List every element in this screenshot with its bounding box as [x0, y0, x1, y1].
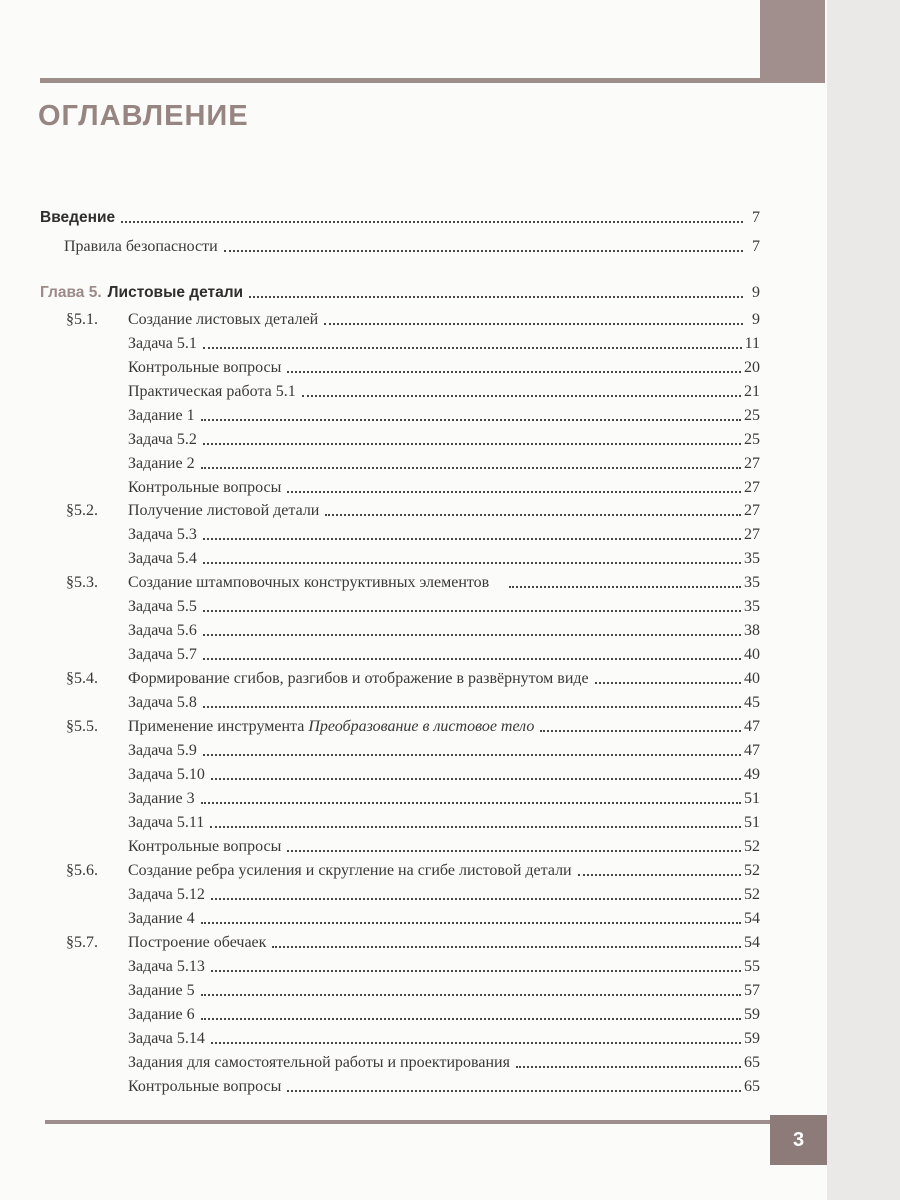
toc-entry-page: 47 [744, 742, 760, 759]
toc-entry-label: Задание 2 [128, 455, 195, 472]
toc-entry-page: 40 [744, 646, 760, 663]
toc-entry-label: Формирование сгибов, разгибов и отображение в развёрнутом виде [128, 670, 589, 687]
toc-entry-subitem[interactable] [128, 355, 760, 377]
leader-dots [211, 896, 741, 900]
toc-entry-page: 52 [744, 862, 760, 879]
toc-entry-label: Задача 5.9 [128, 742, 197, 759]
leader-dots [287, 848, 741, 852]
toc-entry-subitem[interactable] [128, 475, 760, 497]
section-number: §5.5. [66, 718, 98, 735]
toc-entry-label-italic: Преобразование в листовое тело [308, 718, 535, 735]
toc-entry-subitem[interactable] [128, 403, 760, 425]
toc-entry-label: Задание 3 [128, 790, 195, 807]
leader-dots [287, 1088, 741, 1092]
chapter-prefix: Глава 5. [40, 284, 102, 301]
toc-entry-subitem[interactable] [128, 738, 760, 760]
leader-dots [201, 800, 741, 804]
toc-entry-label: Задача 5.4 [128, 550, 197, 567]
toc-entry-label: Задания для самостоятельной работы и проектирования [128, 1054, 510, 1071]
toc-entry-page: 65 [744, 1054, 760, 1071]
toc-entry-subitem[interactable] [128, 1074, 760, 1096]
toc-entry-page: 52 [744, 838, 760, 855]
toc-entry-page: 7 [752, 209, 760, 226]
toc-entry-label: Задача 5.10 [128, 766, 205, 783]
footer-rule [45, 1120, 770, 1124]
toc-entry-subitem[interactable] [128, 427, 760, 449]
toc-entry-page: 47 [744, 718, 760, 735]
toc-entry-label: Задача 5.11 [128, 814, 205, 831]
leader-dots [201, 920, 741, 924]
leader-dots [249, 294, 743, 298]
toc-entry-label: Задача 5.5 [128, 598, 197, 615]
leader-dots [203, 704, 741, 708]
toc-entry-page: 7 [752, 238, 760, 255]
leader-dots [203, 608, 741, 612]
toc-entry-subitem[interactable] [128, 954, 760, 976]
toc-entry-page: 55 [744, 958, 760, 975]
toc-entry-label: Контрольные вопросы [128, 838, 282, 855]
toc-entry-subitem[interactable] [128, 546, 760, 568]
toc-entry-page: 21 [744, 383, 760, 400]
toc-entry-page: 49 [744, 766, 760, 783]
leader-dots [540, 728, 741, 732]
leader-dots [509, 584, 741, 588]
leader-dots [210, 824, 741, 828]
section-number: §5.4. [66, 670, 98, 687]
toc-entry-label: Задание 1 [128, 407, 195, 424]
toc-entry-introduction[interactable] [40, 205, 760, 227]
toc-entry-subitem[interactable] [128, 331, 760, 353]
toc-entry-label: Задача 5.3 [128, 526, 197, 543]
section-number: §5.6. [66, 862, 98, 879]
toc-entry-section[interactable] [66, 858, 760, 880]
toc-entry-label: Задача 5.7 [128, 646, 197, 663]
leader-dots [203, 560, 741, 564]
toc-entry-page: 35 [744, 598, 760, 615]
section-number: §5.1. [66, 311, 98, 328]
toc-entry-section[interactable] [66, 570, 760, 592]
leader-dots [325, 512, 741, 516]
toc-entry-label: Задача 5.6 [128, 622, 197, 639]
toc-entry-subitem[interactable] [128, 1002, 760, 1024]
page-number: 3 [770, 1115, 827, 1165]
toc-entry-section[interactable] [66, 666, 760, 688]
toc-entry-subitem[interactable] [128, 522, 760, 544]
toc-entry-page: 38 [744, 622, 760, 639]
leader-dots [272, 944, 741, 948]
leader-dots [201, 417, 741, 421]
toc-entry-subitem[interactable] [128, 594, 760, 616]
toc-entry-label: Создание штамповочных конструктивных элементов [128, 574, 490, 591]
section-number: §5.3. [66, 574, 98, 591]
leader-dots [578, 872, 741, 876]
toc-entry-subitem[interactable] [128, 451, 760, 473]
toc-entry-page: 40 [744, 670, 760, 687]
toc-entry-subitem[interactable] [128, 1050, 760, 1072]
toc-entry-section[interactable] [66, 307, 760, 329]
toc-entry-subitem[interactable] [128, 379, 760, 401]
toc-entry-label: Контрольные вопросы [128, 359, 282, 376]
leader-dots [224, 248, 743, 252]
toc-entry-page: 54 [744, 910, 760, 927]
leader-dots [201, 992, 741, 996]
leader-dots [121, 219, 743, 223]
section-number: §5.2. [66, 502, 98, 519]
toc-entry-page: 52 [744, 886, 760, 903]
toc-entry-label: Создание ребра усиления и скругление на сгибе листовой детали [128, 862, 572, 879]
leader-dots [203, 656, 741, 660]
toc-entry-subitem[interactable] [128, 1026, 760, 1048]
toc-entry-subitem[interactable] [128, 978, 760, 1000]
toc-entry-page: 59 [744, 1006, 760, 1023]
leader-dots [201, 1016, 741, 1020]
toc-entry-section[interactable] [66, 498, 760, 520]
toc-entry-label: Правила безопасности [64, 238, 218, 255]
toc-entry-page: 20 [744, 359, 760, 376]
toc-entry-label: Задание 5 [128, 982, 195, 999]
leader-dots [287, 369, 741, 373]
toc-entry-label: Задание 4 [128, 910, 195, 927]
toc-entry-subitem[interactable] [128, 834, 760, 856]
toc-entry-page: 27 [744, 455, 760, 472]
toc-entry-label: Листовые детали [107, 284, 244, 301]
leader-dots [302, 393, 741, 397]
toc-entry-label: Задача 5.8 [128, 694, 197, 711]
leader-dots [211, 776, 741, 780]
toc-entry-section[interactable] [66, 930, 760, 952]
toc-entry-page: 51 [744, 814, 760, 831]
toc-entry-label: Создание листовых деталей [128, 311, 319, 328]
leader-dots [203, 752, 741, 756]
toc-entry-page: 25 [744, 431, 760, 448]
leader-dots [203, 536, 741, 540]
toc-entry-label: Применение инструмента [128, 718, 305, 735]
toc-entry-label: Введение [40, 209, 116, 226]
toc-entry-label: Контрольные вопросы [128, 479, 282, 496]
toc-entry-page: 57 [744, 982, 760, 999]
leader-dots [324, 321, 743, 325]
toc-entry-page: 9 [752, 311, 760, 328]
toc-entry-page: 27 [744, 502, 760, 519]
toc-entry-page: 59 [744, 1030, 760, 1047]
toc-entry-label: Задача 5.13 [128, 958, 205, 975]
toc-entry-chapter-5[interactable] [40, 280, 760, 302]
toc-entry-page: 9 [752, 284, 760, 301]
toc-entry-page: 11 [744, 335, 760, 352]
toc-entry-label: Задача 5.14 [128, 1030, 205, 1047]
toc-entry-subitem[interactable] [128, 786, 760, 808]
toc-entry-label: Практическая работа 5.1 [128, 383, 296, 400]
toc-entry-subitem[interactable] [128, 906, 760, 928]
toc-entry-page: 45 [744, 694, 760, 711]
toc-entry-page: 35 [744, 574, 760, 591]
toc-entry-page: 54 [744, 934, 760, 951]
leader-dots [516, 1064, 741, 1068]
toc-entry-page: 27 [744, 479, 760, 496]
toc-entry-label: Задание 6 [128, 1006, 195, 1023]
toc-entry-page: 35 [744, 550, 760, 567]
toc-entry-label: Получение листовой детали [128, 502, 320, 519]
toc-entry-label: Контрольные вопросы [128, 1078, 282, 1095]
leader-dots [201, 465, 741, 469]
toc-entry-subitem[interactable] [128, 810, 760, 832]
toc-entry-label: Задача 5.2 [128, 431, 197, 448]
toc-entry-subitem[interactable] [128, 618, 760, 640]
leader-dots [203, 632, 741, 636]
toc-entry-label: Задача 5.1 [128, 335, 197, 352]
toc-entry-page: 27 [744, 526, 760, 543]
leader-dots [595, 680, 741, 684]
toc-entry-subitem[interactable] [128, 642, 760, 664]
toc-entry-subitem[interactable] [128, 690, 760, 712]
page-title: ОГЛАВЛЕНИЕ [38, 100, 249, 132]
leader-dots [211, 968, 741, 972]
toc-entry-label: Построение обечаек [128, 934, 267, 951]
toc-entry-subitem[interactable] [128, 882, 760, 904]
toc-entry-safety-rules[interactable] [64, 234, 760, 256]
leader-dots [203, 441, 741, 445]
leader-dots [287, 489, 741, 493]
toc-entry-subitem[interactable] [128, 762, 760, 784]
toc-entry-page: 51 [744, 790, 760, 807]
toc-entry-section[interactable] [66, 714, 760, 736]
section-number: §5.7. [66, 934, 98, 951]
toc-entry-page: 65 [744, 1078, 760, 1095]
leader-dots [211, 1040, 741, 1044]
leader-dots [203, 345, 742, 349]
toc-entry-label: Задача 5.12 [128, 886, 205, 903]
toc-entry-page: 25 [744, 407, 760, 424]
